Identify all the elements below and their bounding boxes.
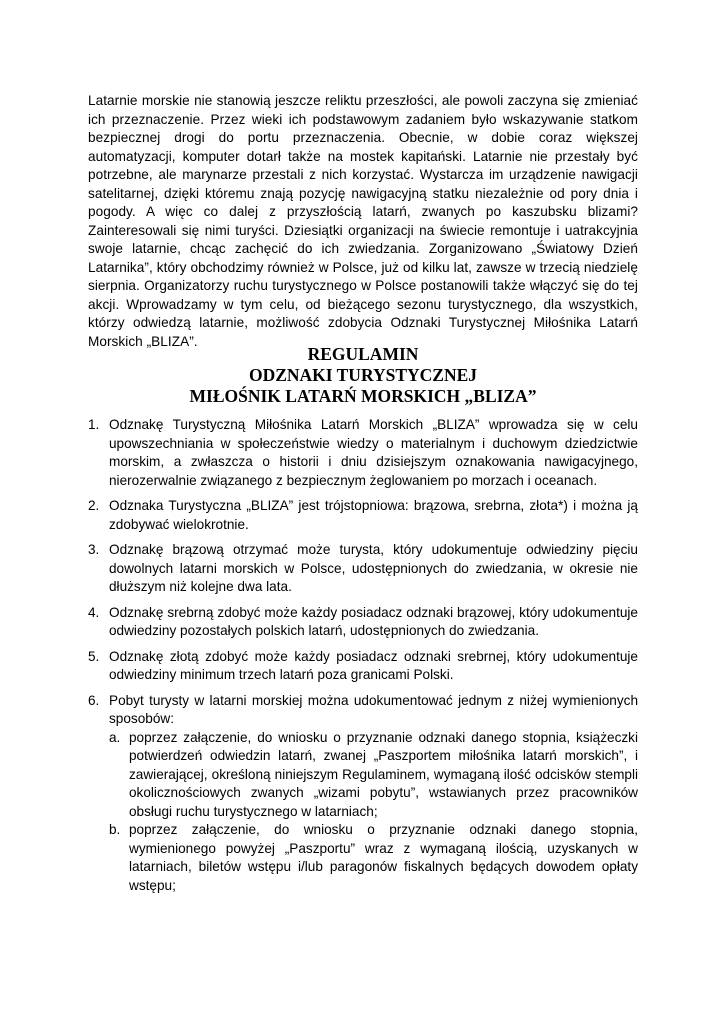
rules-list — [88, 416, 638, 902]
rule-item-3 — [88, 541, 638, 597]
rule-text: Pobyt turysty w latarni morskiej można udokumentować jednym z niżej wymienionych sposobów: — [109, 692, 638, 726]
intro-paragraph: Latarnie morskie nie stanowią jeszcze reliktu przeszłości, ale powoli zaczyna się zmieniać ich przeznaczenie. Przez wieki ich podstawowym zadaniem było wskazywanie statkom bezpiecznej drogi do portu przeznaczenia. Obecnie, w dobie coraz większej automatyzacji, komputer dotarł także na mostek kapitański. Latarnie nie przestały być potrzebne, ale marynarze przestali z nich korzystać. Wystarcza im urządzenie nawigacji satelitarnej, dzięki któremu znają pozycję nawigacyjną statku niezależnie od pory dnia i pogody. A więc co dalej z przyszłością latarń, zwanych po kaszubsku blizami? Zainteresowali się nimi turyści. Dziesiątki organizacji na świecie remontuje i uatrakcyjnia swoje latarnie, chcąc zachęcić do ich zwiedzania. Zorganizowano „Światowy Dzień Latarnika”, który obchodzimy również w Polsce, już od kilku lat, zawsze w trzecią niedzielę sierpnia. Organizatorzy ruchu turystycznego w Polsce postanowili także włączyć się do tej akcji. Wprowadzamy w tym celu, od bieżącego sezonu turystycznego, dla wszystkich, którzy odwiedzą latarnie, możliwość zdobycia Odznaki Turystycznej Miłośnika Latarń Morskich „BLIZA”. — [88, 93, 638, 349]
rule-item-6 — [88, 692, 638, 896]
rule-number: 5. — [88, 648, 100, 664]
title-line-2: ODZNAKI TURYSTYCZNEJ — [248, 365, 478, 385]
rule-item-1 — [88, 416, 638, 490]
subrule-letter: a. — [109, 729, 121, 745]
rule-item-4 — [88, 604, 638, 641]
rule-text: Odznakę srebrną zdobyć może każdy posiadacz odznaki brązowej, który udokumentuje odwiedziny pozostałych polskich latarń, udostępnionych do zwiedzania. — [109, 604, 638, 638]
rule-text: Odznakę Turystyczną Miłośnika Latarń Morskich „BLIZA” wprowadza się w celu upowszechniania w społeczeństwie wiedzy o materialnym i duchowym dziedzictwie morskim, a zwłaszcza o historii i dniu dzisiejszym oznakowania nawigacyjnego, nierozerwalnie związanego z bezpiecznym żeglowaniem po morzach i oceanach. — [109, 417, 638, 488]
title-line-1: REGULAMIN — [307, 344, 419, 364]
regulation-title — [88, 344, 638, 407]
rule-number: 1. — [88, 417, 100, 432]
rule-text: Odznaka Turystyczna „BLIZA” jest trójstopniowa: brązowa, srebrna, złota*) i można ją zdobywać wielokrotnie. — [109, 498, 638, 532]
rule-number: 3. — [88, 542, 100, 557]
rule-text: Odznakę złotą zdobyć może każdy posiadacz odznaki srebrnej, który udokumentuje odwiedziny minimum trzech latarń poza granicami Polski. — [109, 648, 638, 682]
rule-number: 2. — [88, 498, 100, 513]
subrule-item-b — [109, 821, 638, 895]
rule-item-2 — [88, 497, 638, 534]
subrule-text: poprzez załączenie, do wniosku o przyznanie odznaki danego stopnia, książeczki potwierdzeń odwiedzin latarń, zwanej „Paszportem miłośnika latarń morskich”, i zawierającej, określoną niniejszym Regulaminem, wymaganą ilość odcisków stempli okolicznościowych zwanych „wizami pobytu”, wstawianych przez pracowników obsługi ruchu turystycznego w latarniach; — [129, 729, 638, 819]
subrule-text: poprzez załączenie, do wniosku o przyznanie odznaki danego stopnia, wymienionego powyżej „Paszportu” wraz z wymaganą ilością, uzyskanych w latarniach, biletów wstępu i/lub paragonów fiskalnych będących dowodem opłaty wstępu; — [129, 822, 638, 893]
rule-6-sublist — [109, 729, 638, 896]
subrule-letter: b. — [109, 822, 121, 837]
title-line-3: MIŁOŚNIK LATARŃ MORSKICH „BLIZA” — [189, 386, 537, 406]
rule-number: 4. — [88, 604, 100, 620]
rule-text: Odznakę brązową otrzymać może turysta, który udokumentuje odwiedziny pięciu dowolnych latarni morskich w Polsce, udostępnionych do zwiedzania, w okresie nie dłuższym niż kolejne dwa lata. — [109, 542, 638, 594]
rule-item-5 — [88, 648, 638, 685]
rule-number: 6. — [88, 692, 100, 708]
subrule-item-a — [109, 729, 638, 822]
